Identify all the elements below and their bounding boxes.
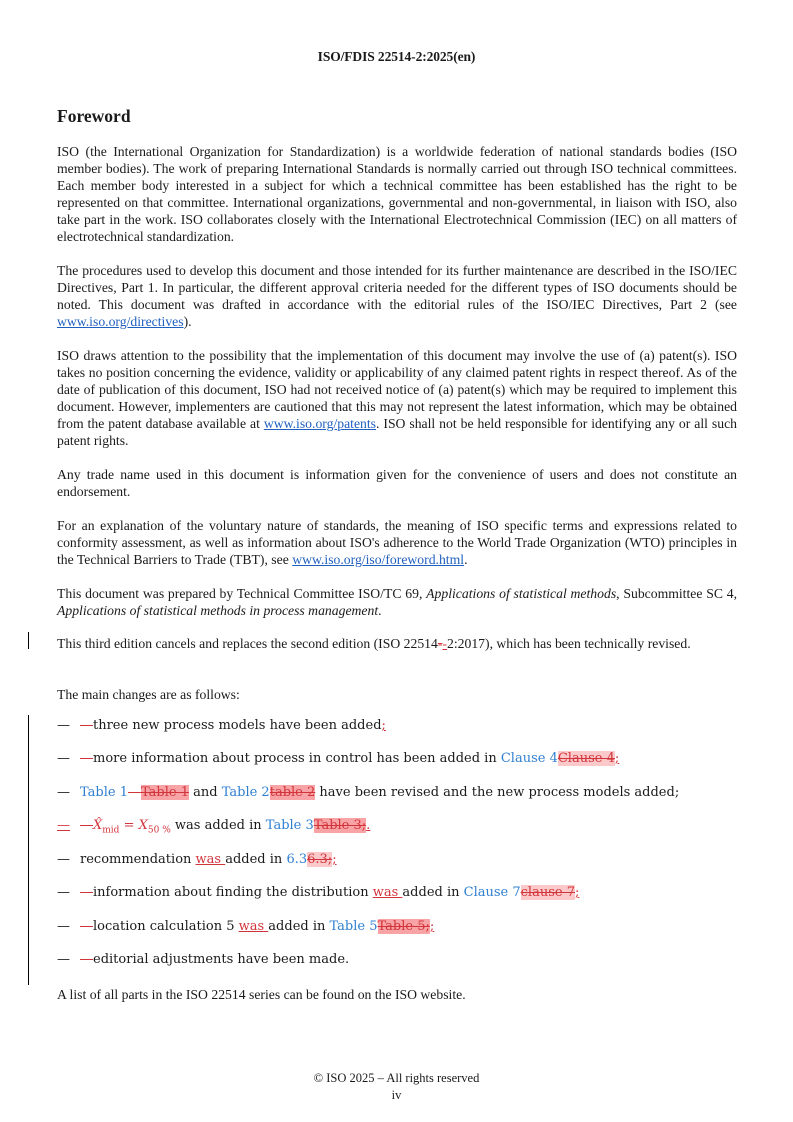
paragraph-text: , Subcommittee SC 4,: [616, 586, 737, 601]
paragraph-voluntary-nature: [57, 517, 737, 568]
paragraph-text: . ISO shall not be held responsible for identifying any or all such patent rights.: [57, 416, 737, 448]
tracked-deletion: 6.3;: [307, 852, 333, 867]
formula-symbol: X̂: [93, 818, 103, 833]
tracked-insertion: ;: [332, 852, 337, 867]
tracked-deletion: Table 1: [141, 785, 189, 800]
list-item: [57, 817, 747, 840]
list-dash: —: [57, 751, 70, 766]
list-text: added in: [225, 852, 287, 867]
list-text: location calculation 5: [93, 919, 239, 934]
tracked-insertion: was: [372, 885, 403, 900]
list-dash: —: [57, 852, 70, 867]
list-text: was added in: [170, 818, 266, 833]
tracked-deletion: -: [437, 636, 443, 651]
formula-subscript: mid: [102, 825, 120, 836]
paragraph-text: 2:2017), which has been technically revised.: [447, 636, 691, 651]
paragraph-text: .: [378, 603, 382, 618]
table-1-xref[interactable]: Table 1: [80, 785, 128, 800]
list-item: [57, 951, 747, 968]
tracked-deletion: —: [80, 718, 93, 733]
list-dash: —: [57, 718, 70, 733]
paragraph-series-list: A list of all parts in the ISO 22514 series can be found on the ISO website.: [57, 987, 466, 1002]
document-header: ISO/FDIS 22514-2:2025(en): [317, 49, 476, 64]
directives-link[interactable]: www.iso.org/directives: [57, 314, 184, 329]
list-item: [57, 784, 747, 801]
list-dash: —: [57, 785, 70, 800]
list-item: [57, 884, 747, 901]
foreword-link[interactable]: www.iso.org/iso/foreword.html: [292, 552, 465, 567]
paragraph-edition: [57, 635, 737, 652]
list-item: [57, 851, 747, 868]
tracked-insertion: ;: [429, 919, 435, 934]
tracked-deletion: clause 7: [520, 885, 575, 900]
tracked-deletion: Table 5;: [377, 919, 430, 934]
list-item: [57, 750, 747, 767]
list-text: editorial adjustments have been made.: [93, 952, 350, 967]
list-item: [57, 918, 747, 935]
paragraph-text: This third edition cancels and replaces the second edition (ISO 22514: [57, 636, 438, 651]
tracked-insertion: ;: [574, 885, 580, 900]
committee-title: Applications of statistical methods: [426, 586, 617, 601]
tracked-insertion: was: [238, 919, 269, 934]
change-bar: [28, 632, 29, 649]
paragraph-iso-intro: ISO (the International Organization for Standardization) is a worldwide federation of national standards bodies (ISO member bodies). The work of preparing International Standards is normally carried out through ISO technical committees. Each member body interested in a subject for which a technical committee has been established has the right to be represented on that committee. International organizations, governmental and non-governmental, in liaison with ISO, also take part in the work. ISO collaborates closely with the International Electrotechnical Commission (IEC) on all matters of electrotechnical standardization.: [57, 144, 737, 244]
tracked-insertion: .: [366, 818, 371, 833]
paragraph-text: This document was prepared by Technical Committee ISO/TC 69,: [57, 586, 427, 601]
formula-subscript: 50 %: [147, 825, 171, 836]
list-item: [57, 717, 747, 734]
tracked-insertion: -: [442, 636, 447, 651]
tracked-deletion: —: [80, 885, 93, 900]
tracked-deletion: Table 3;: [313, 818, 367, 833]
list-text: and: [189, 785, 222, 800]
tracked-deletion: —: [80, 818, 93, 833]
paragraph-main-changes: The main changes are as follows:: [57, 687, 240, 702]
tracked-deletion: —: [80, 952, 93, 967]
list-dash: —: [57, 919, 70, 934]
tracked-deletion: —: [80, 751, 93, 766]
list-text: three new process models have been added: [93, 718, 382, 733]
paragraph-text: The procedures used to develop this document and those intended for its further maintenance are described in the ISO/IEC Directives, Part 1. In particular, the different approval criteria needed for the different types of ISO documents should be noted. This document was drafted in accordance with the editorial rules of the ISO/IEC Directives, Part 2 (see: [57, 263, 737, 312]
tracked-deletion: —: [128, 785, 141, 800]
paragraph-patents: [57, 347, 737, 449]
paragraph-text: ).: [183, 314, 192, 329]
patents-link[interactable]: www.iso.org/patents: [263, 416, 377, 431]
tracked-deletion: —: [80, 919, 93, 934]
paragraph-text: ISO draws attention to the possibility that the implementation of this document may involve the use of (a) patent(s). ISO takes no position concerning the evidence, validity or applicability of any claimed patent rights in respect thereof. As of the date of publication of this document, ISO had not received notice of (a) patent(s) which may be required to implement this document. However, implementers are cautioned that this may not represent the latest information, which may be obtained from the patent database available at: [57, 348, 737, 431]
list-text: added in: [402, 885, 464, 900]
table-2-xref[interactable]: Table 2: [221, 785, 270, 800]
copyright-footer: © ISO 2025 – All rights reserved: [313, 1071, 480, 1085]
formula-x-mid: [93, 818, 171, 836]
subcommittee-title: Applications of statistical methods in process management: [57, 603, 379, 618]
tracked-insertion: ;: [381, 718, 386, 733]
paragraph-procedures: [57, 262, 737, 330]
list-text: recommendation: [80, 852, 196, 867]
paragraph-text: For an explanation of the voluntary nature of standards, the meaning of ISO specific terms and expressions related to conformity assessment, as well as information about ISO's adherence to the World Trade Organization (WTO) principles in the Technical Barriers to Trade (TBT), see: [57, 518, 737, 567]
clause-7-xref[interactable]: Clause 7: [463, 885, 521, 900]
change-bar: [28, 715, 29, 985]
table-3-xref[interactable]: Table 3: [265, 818, 314, 833]
paragraph-trade-name: Any trade name used in this document is information given for the convenience of users and does not constitute an endorsement.: [57, 467, 737, 499]
paragraph-committee: [57, 585, 737, 619]
list-dash: —: [57, 952, 70, 967]
tracked-deletion: table 2: [269, 785, 316, 800]
page-number: iv: [391, 1088, 402, 1102]
paragraph-text: .: [464, 552, 468, 567]
tracked-insertion: ;: [614, 751, 620, 766]
formula-symbol: = X: [119, 818, 148, 833]
list-text: information about finding the distribution: [93, 885, 373, 900]
list-text: have been revised and the new process models added;: [315, 785, 680, 800]
tracked-insertion: was: [195, 852, 226, 867]
section-title-foreword: Foreword: [57, 106, 131, 126]
table-5-xref[interactable]: Table 5: [329, 919, 378, 934]
clause-4-xref[interactable]: Clause 4: [500, 751, 558, 766]
list-text: more information about process in control has been added in: [93, 751, 501, 766]
tracked-insertion: —: [57, 818, 70, 833]
subclause-6-3-xref[interactable]: 6.3: [286, 852, 308, 867]
list-text: added in: [268, 919, 330, 934]
list-dash: —: [57, 885, 70, 900]
tracked-deletion: Clause 4: [557, 751, 615, 766]
